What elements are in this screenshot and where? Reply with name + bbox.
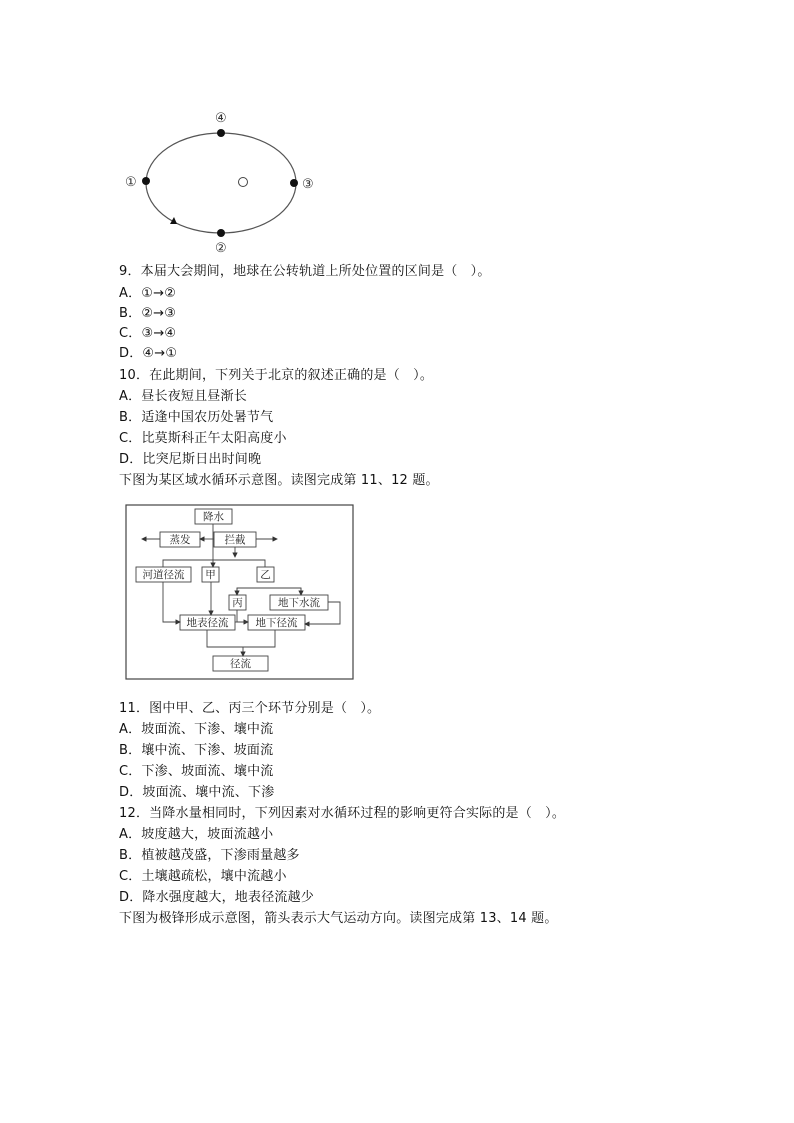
sun-icon	[239, 178, 248, 187]
q9-option-c: C．③→④	[119, 326, 177, 341]
orbit-label-1: ①	[125, 175, 137, 190]
orbit-point-3	[290, 179, 298, 187]
intro-13-14: 下图为极锋形成示意图，箭头表示大气运动方向。读图完成第 13、14 题。	[119, 911, 558, 926]
q10-option-a: A．昼长夜短且昼渐长	[119, 389, 247, 404]
q12-option-a: A．坡度越大，坡面流越小	[119, 827, 274, 842]
orbit-point-1	[142, 177, 150, 185]
q12-stem: 12．当降水量相同时，下列因素对水循环过程的影响更符合实际的是（ ）。	[119, 806, 566, 821]
q9-option-d: D．④→①	[119, 346, 178, 361]
q11-option-c: C．下渗、坡面流、壤中流	[119, 764, 274, 779]
box-surface-runoff: 地表径流	[186, 617, 229, 629]
box-bing: 丙	[232, 597, 243, 609]
intro-11-12: 下图为某区域水循环示意图。读图完成第 11、12 题。	[119, 473, 439, 488]
q11-stem: 11．图中甲、乙、丙三个环节分别是（ ）。	[119, 701, 381, 716]
box-evaporation: 蒸发	[169, 534, 191, 546]
q12-option-b: B．植被越茂盛，下渗雨量越多	[119, 848, 300, 863]
water-cycle-figure	[125, 504, 354, 680]
box-interception: 拦截	[224, 534, 246, 546]
q10-option-b: B．适逢中国农历处暑节气	[119, 410, 274, 425]
q9-stem: 9．本届大会期间，地球在公转轨道上所处位置的区间是（ ）。	[119, 264, 491, 279]
q11-option-a: A．坡面流、下渗、壤中流	[119, 722, 274, 737]
box-yi: 乙	[260, 569, 271, 581]
q9-option-b: B．②→③	[119, 306, 177, 321]
orbit-label-3: ③	[302, 177, 314, 192]
box-precipitation: 降水	[203, 511, 224, 523]
orbit-point-4	[217, 129, 225, 137]
box-runoff: 径流	[230, 658, 251, 670]
q10-option-c: C．比莫斯科正午太阳高度小	[119, 431, 287, 446]
q9-option-a: A．①→②	[119, 286, 177, 301]
q12-option-d: D．降水强度越大，地表径流越少	[119, 890, 315, 905]
box-groundwater-flow: 地下水流	[278, 597, 320, 609]
q11-option-d: D．坡面流、壤中流、下渗	[119, 785, 275, 800]
orbit-point-2	[217, 229, 225, 237]
q10-stem: 10．在此期间，下列关于北京的叙述正确的是（ ）。	[119, 368, 434, 383]
orbit-ellipse	[146, 133, 296, 233]
box-river-runoff: 河道径流	[142, 569, 185, 581]
orbit-label-2: ②	[215, 241, 227, 256]
box-jia: 甲	[205, 569, 216, 581]
q11-option-b: B．壤中流、下渗、坡面流	[119, 743, 274, 758]
earth-orbit-figure	[120, 106, 340, 256]
q12-option-c: C．土壤越疏松，壤中流越小	[119, 869, 287, 884]
box-subsurface-runoff: 地下径流	[255, 617, 298, 629]
q10-option-d: D．比突尼斯日出时间晚	[119, 452, 262, 467]
orbit-label-4: ④	[215, 111, 227, 126]
